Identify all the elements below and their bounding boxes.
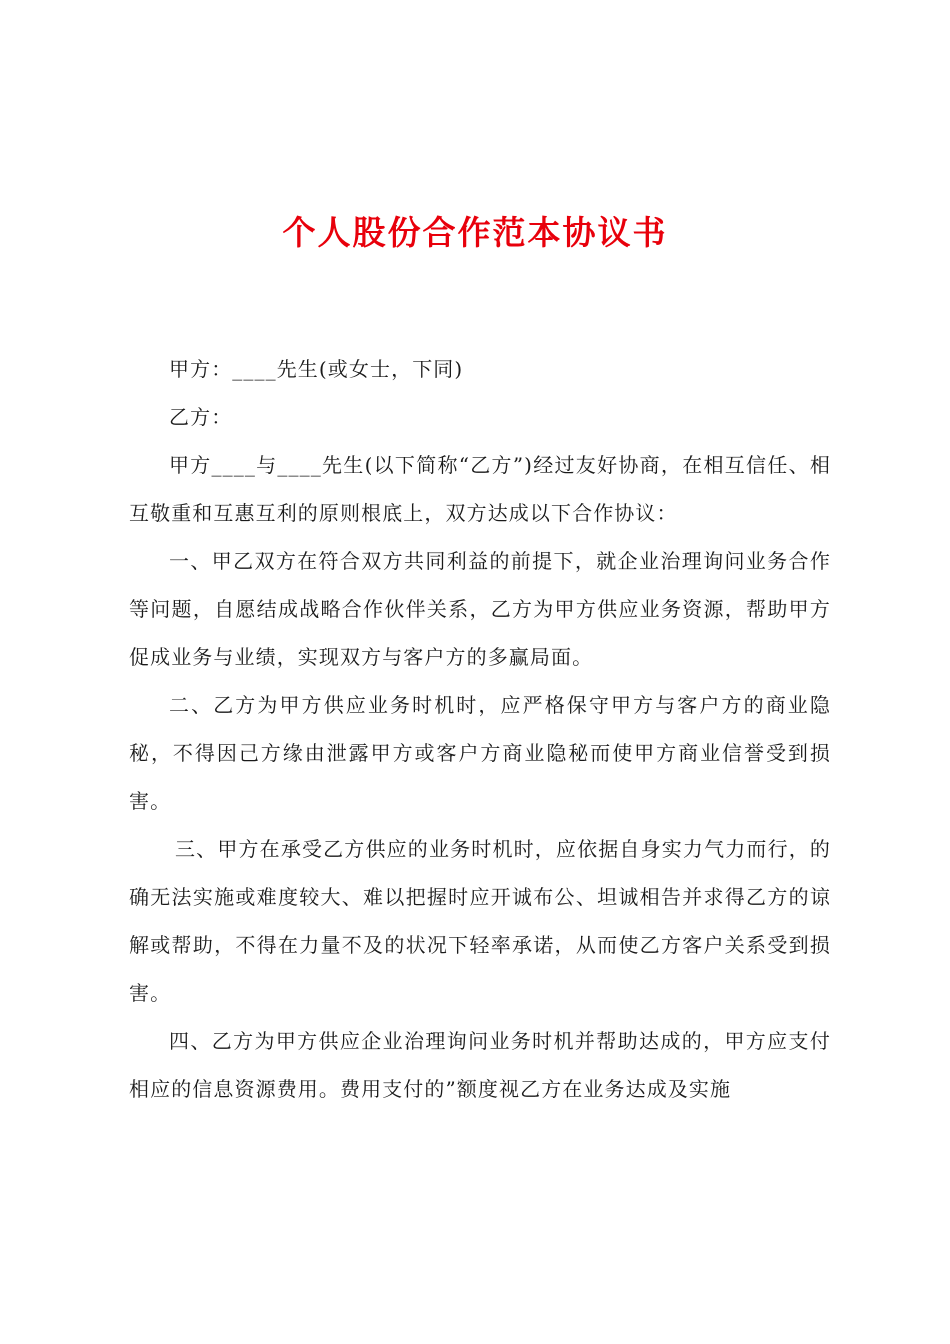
clause-3: 三、甲方在承受乙方供应的业务时机时，应依据自身实力气力而行，的确无法实施或难度较大、难以把握时应开诚布公、坦诚相告并求得乙方的谅解或帮助，不得在力量不及的状况下轻率承诺，从而使乙方客户关系受到损害。 (129, 837, 831, 1005)
clause-4: 四、乙方为甲方供应企业治理询问业务时机并帮助达成的，甲方应支付相应的信息资源费用。费用支付的”额度视乙方在业务达成及实施 (129, 1029, 831, 1101)
preamble-paragraph: 甲方____与____先生(以下简称“乙方”)经过友好协商，在相互信任、相互敬重和互惠互利的原则根底上，双方达成以下合作协议： (129, 453, 831, 525)
clause-1: 一、甲乙双方在符合双方共同利益的前提下，就企业治理询问业务合作等问题，自愿结成战略合作伙伴关系，乙方为甲方供应业务资源，帮助甲方促成业务与业绩，实现双方与客户方的多赢局面。 (129, 549, 831, 669)
document-title: 个人股份合作范本协议书 (282, 213, 668, 252)
clause-2: 二、乙方为甲方供应业务时机时，应严格保守甲方与客户方的商业隐秘，不得因己方缘由泄露甲方或客户方商业隐秘而使甲方商业信誉受到损害。 (129, 693, 831, 813)
party-b-line: 乙方： (169, 405, 233, 429)
document-body (129, 345, 831, 1113)
party-a-line: 甲方：____先生(或女士，下同) (169, 357, 464, 381)
